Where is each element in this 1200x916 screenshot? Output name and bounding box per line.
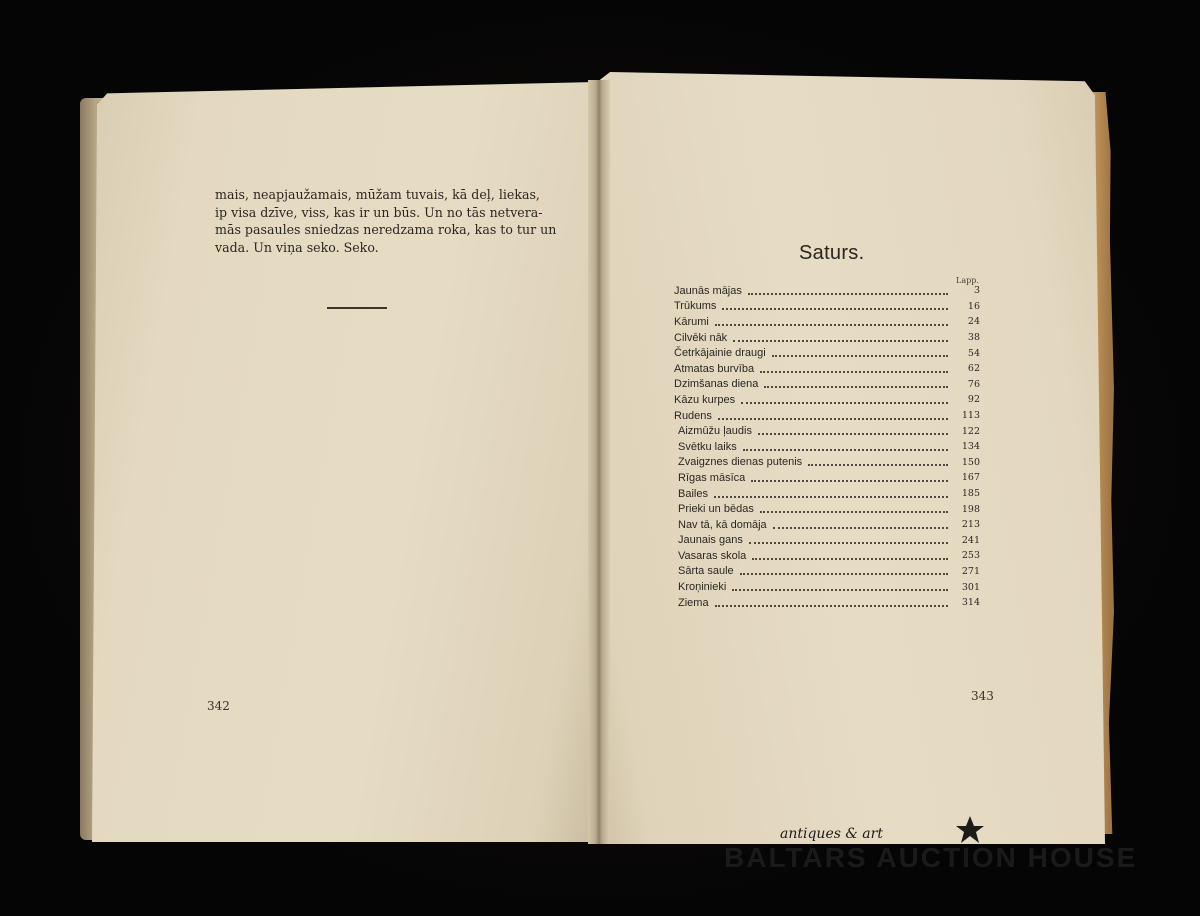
toc-entry-page: 16 xyxy=(967,300,980,312)
toc-leader-dots xyxy=(752,558,948,560)
left-text-line: mais, neapjaužamais, mūžam tuvais, kā deļ, liekas, xyxy=(215,187,540,202)
toc-entry-page: 3 xyxy=(973,285,980,297)
toc-entry-title: Nav tā, kā domāja xyxy=(678,518,767,531)
toc-entry xyxy=(674,299,980,315)
toc-entry-title: Jaunās mājas xyxy=(674,284,742,297)
toc-leader-dots xyxy=(760,371,948,373)
toc-entry xyxy=(674,564,980,580)
toc-entry xyxy=(674,439,980,455)
toc-entry-title: Kroņinieki xyxy=(678,581,727,594)
toc-page-column-label: Lapp. xyxy=(956,276,979,285)
toc-leader-dots xyxy=(748,293,948,295)
toc-leader-dots xyxy=(764,386,948,388)
toc-entry-page: 271 xyxy=(961,565,980,577)
toc-entry xyxy=(674,533,980,549)
toc-entry xyxy=(674,330,980,346)
toc-entry-title: Zvaigznes dienas putenis xyxy=(678,456,803,469)
section-end-rule xyxy=(327,307,387,309)
toc-leader-dots xyxy=(772,355,948,357)
toc-entry xyxy=(674,501,980,517)
toc-entry-page: 76 xyxy=(967,378,980,390)
toc-entry xyxy=(674,345,980,361)
toc-entry-title: Jaunais gans xyxy=(678,534,743,547)
toc-entry xyxy=(674,377,980,393)
toc-entry-title: Rudens xyxy=(674,409,712,422)
toc-entry-title: Ziema xyxy=(678,596,709,609)
toc-entry xyxy=(674,517,980,533)
toc-entry-page: 167 xyxy=(961,472,980,484)
toc-entry-page: 314 xyxy=(961,597,980,609)
toc-entry-title: Kārumi xyxy=(674,315,709,328)
toc-entry xyxy=(674,408,980,424)
left-page-number: 342 xyxy=(207,699,230,713)
toc-entry xyxy=(674,470,980,486)
toc-entry xyxy=(674,486,980,502)
toc-entry-page: 253 xyxy=(961,550,980,562)
toc-entry-page: 134 xyxy=(961,441,980,453)
toc-entry-title: Svētku laiks xyxy=(678,440,737,453)
toc-entry-page: 185 xyxy=(961,488,980,500)
toc-leader-dots xyxy=(758,433,948,435)
toc-leader-dots xyxy=(741,402,948,404)
toc-entry-page: 113 xyxy=(961,410,980,422)
toc-entry-page: 241 xyxy=(961,534,980,546)
toc-entry xyxy=(674,361,980,377)
right-page-number: 343 xyxy=(971,689,994,703)
toc-leader-dots xyxy=(773,527,948,529)
toc-entry xyxy=(674,392,980,408)
watermark-subtext: antiques & art xyxy=(780,826,883,842)
toc-entry-page: 62 xyxy=(967,363,980,375)
toc-entry xyxy=(674,595,980,611)
toc-entry xyxy=(674,423,980,439)
toc-entry-title: Rīgas māsīca xyxy=(678,471,746,484)
toc-leader-dots xyxy=(740,573,948,575)
left-text-line: ip visa dzīve, viss, kas ir un būs. Un no tās netvera- xyxy=(215,204,543,220)
toc-title: Saturs. xyxy=(799,242,865,264)
watermark-star-icon xyxy=(955,815,985,845)
toc-entry-page: 92 xyxy=(967,394,980,406)
toc-leader-dots xyxy=(760,511,948,513)
toc-entry-title: Bailes xyxy=(678,487,708,500)
toc-entry-page: 301 xyxy=(961,581,980,593)
left-text-line: vada. Un viņa seko. Seko. xyxy=(215,239,379,255)
watermark-text: BALTARS AUCTION HOUSE xyxy=(724,842,1138,873)
toc-leader-dots xyxy=(722,308,948,310)
toc-leader-dots xyxy=(733,340,948,342)
toc-entry-page: 24 xyxy=(967,316,980,328)
toc-entry-page: 122 xyxy=(961,425,980,437)
toc-entry-title: Sārta saule xyxy=(678,565,734,578)
toc-entry xyxy=(674,314,980,330)
toc-entry-page: 150 xyxy=(961,456,980,468)
toc-entry-title: Četrkājainie draugi xyxy=(674,347,766,360)
toc-entry xyxy=(674,455,980,471)
toc-entry-title: Vasaras skola xyxy=(678,549,747,562)
left-page-text xyxy=(215,186,557,256)
toc-entry-title: Atmatas burvība xyxy=(674,362,755,375)
toc-leader-dots xyxy=(714,496,948,498)
toc-entry-page: 213 xyxy=(961,519,980,531)
book-gutter xyxy=(588,80,610,844)
toc-entry-page: 38 xyxy=(967,332,980,344)
table-of-contents xyxy=(674,283,980,610)
toc-entry-title: Aizmūžu ļaudis xyxy=(678,425,752,438)
toc-leader-dots xyxy=(715,324,948,326)
toc-entry-page: 54 xyxy=(967,347,980,359)
toc-leader-dots xyxy=(743,449,948,451)
toc-leader-dots xyxy=(749,542,948,544)
toc-entry xyxy=(674,548,980,564)
toc-entry-title: Prieki un bēdas xyxy=(678,503,754,516)
toc-leader-dots xyxy=(808,464,948,466)
toc-entry xyxy=(674,283,980,299)
toc-leader-dots xyxy=(751,480,948,482)
left-text-line: mās pasaules sniedzas neredzama roka, kas to tur un xyxy=(215,222,557,237)
toc-entry-title: Kāzu kurpes xyxy=(674,393,736,406)
toc-entry-title: Dzimšanas diena xyxy=(674,378,759,391)
toc-leader-dots xyxy=(718,418,948,420)
toc-entry xyxy=(674,579,980,595)
toc-entry-title: Cilvēki nāk xyxy=(674,331,728,344)
toc-entry-title: Trūkums xyxy=(674,300,717,313)
toc-leader-dots xyxy=(715,605,948,607)
toc-entry-page: 198 xyxy=(961,503,980,515)
toc-leader-dots xyxy=(732,589,948,591)
